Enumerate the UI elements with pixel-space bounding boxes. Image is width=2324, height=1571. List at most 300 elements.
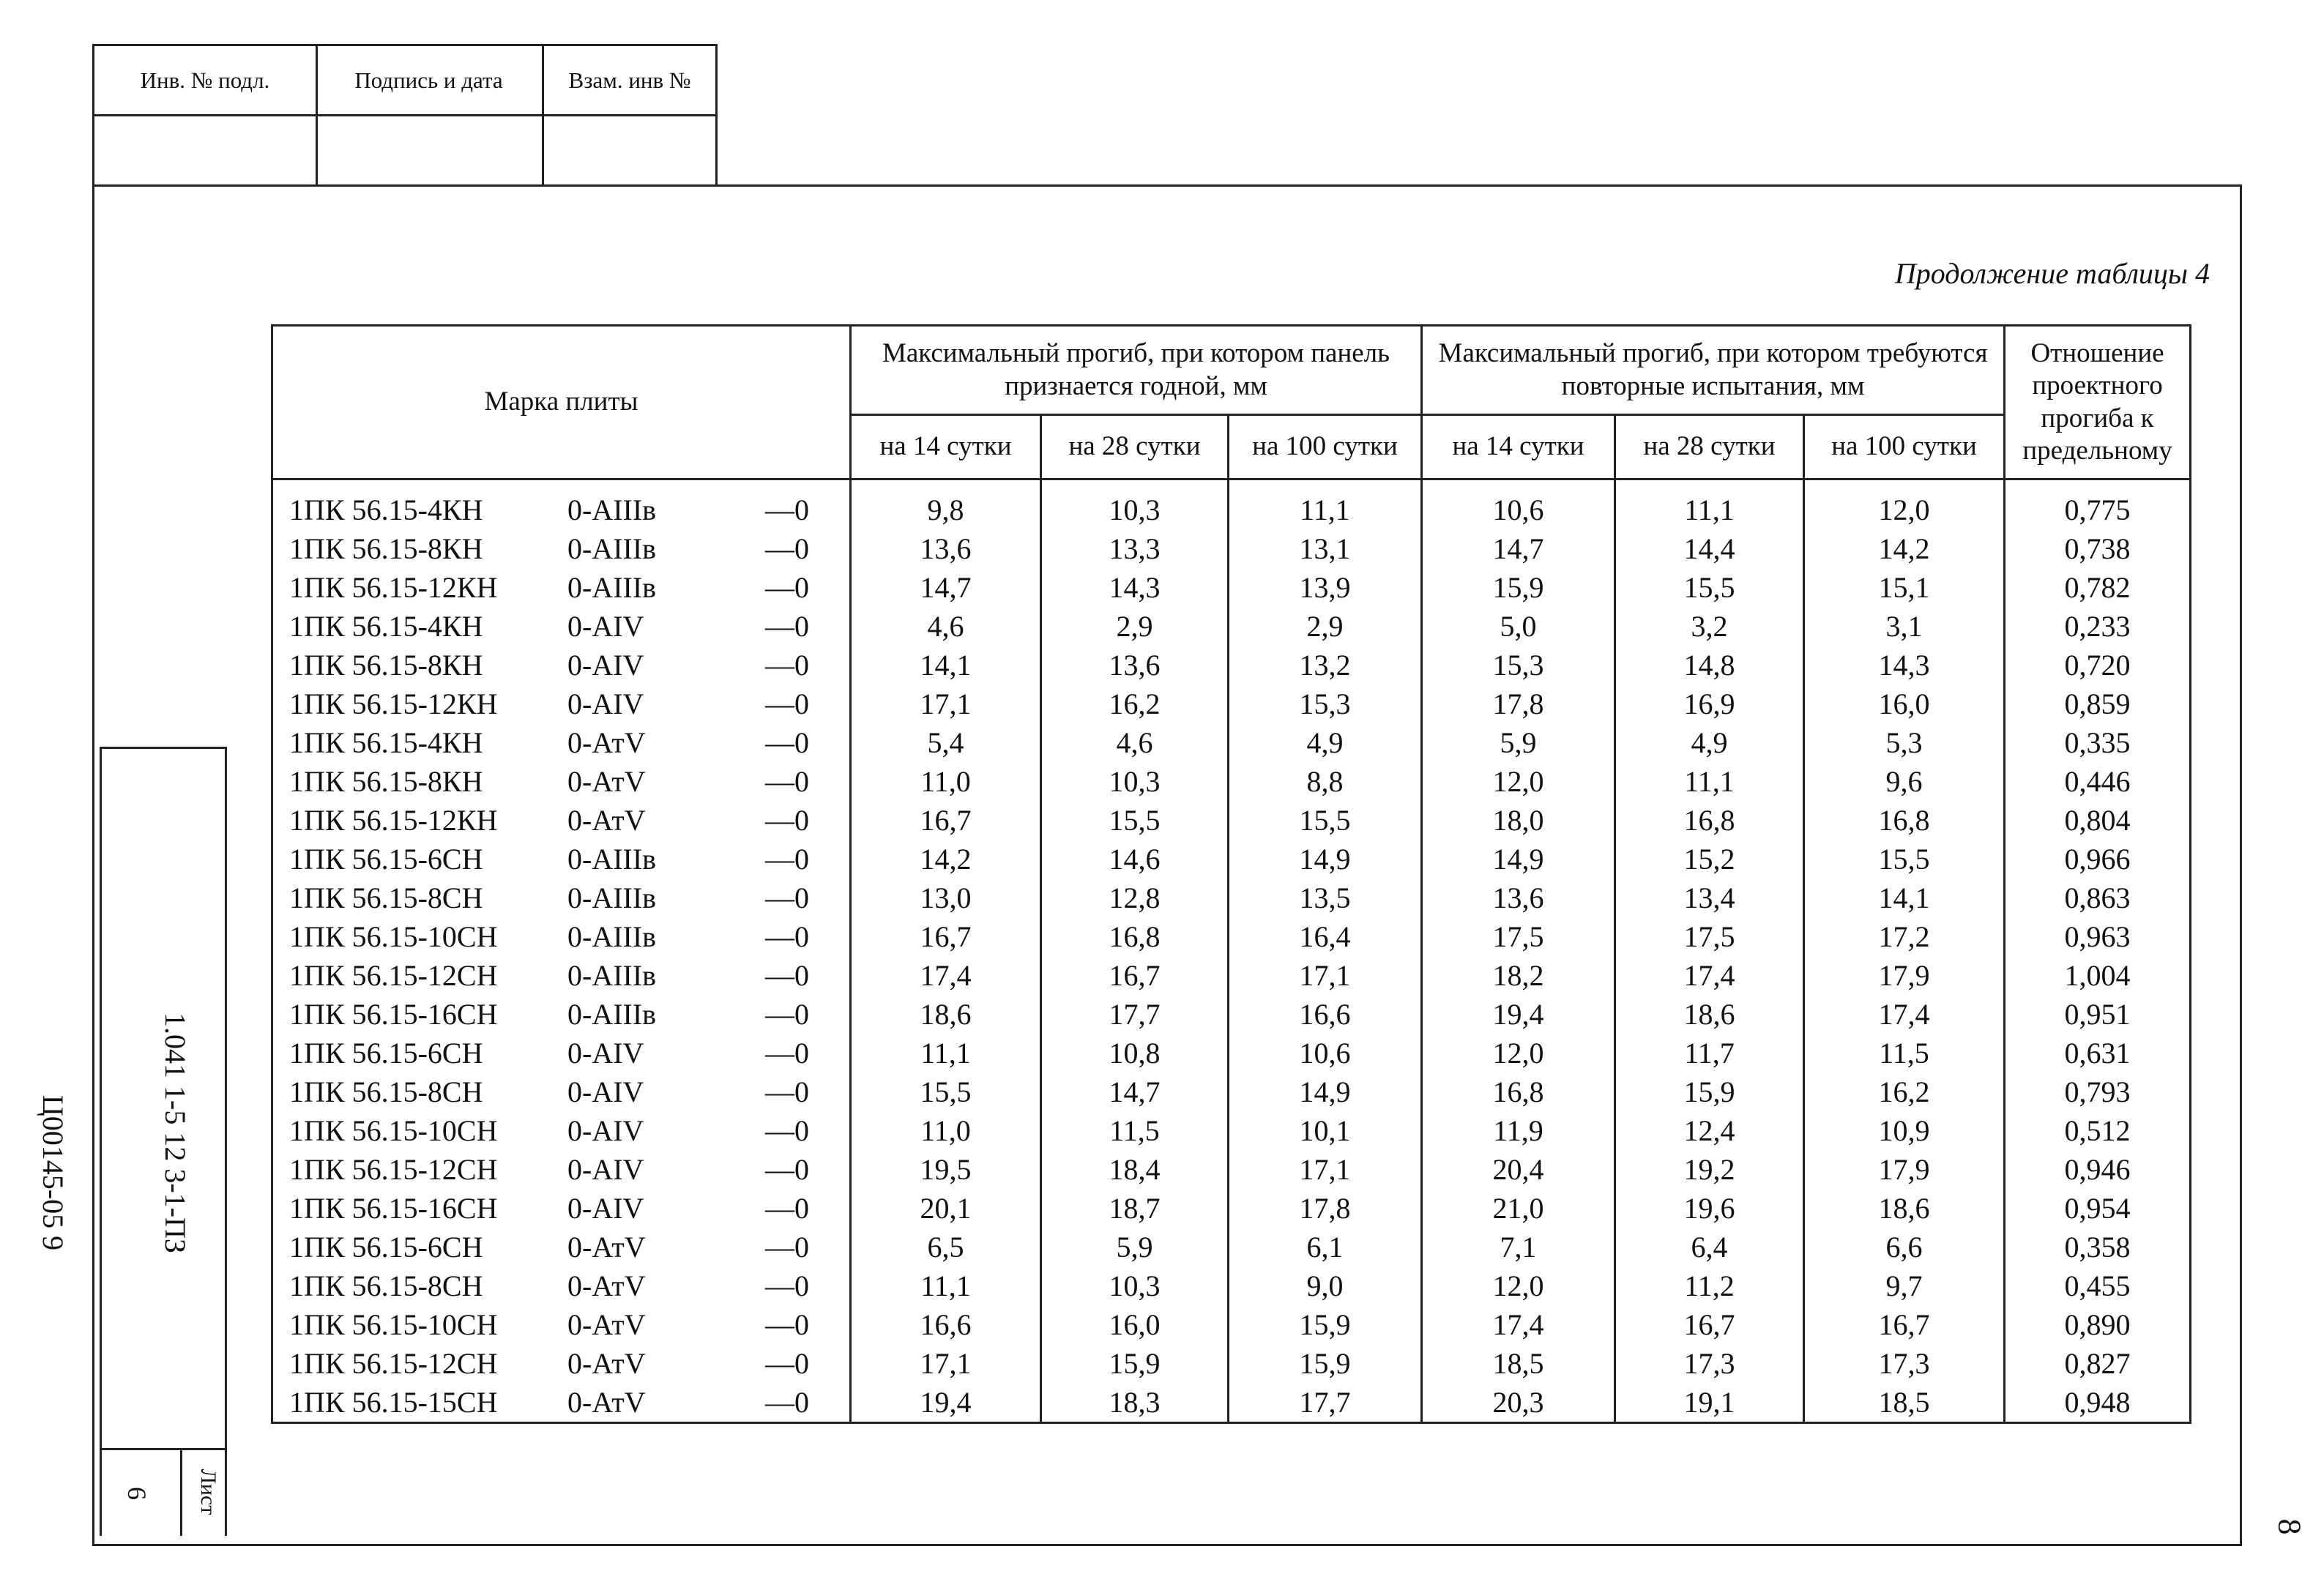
cell-a28: 10,3: [1041, 762, 1229, 801]
cell-r100: 16,0: [1804, 684, 2005, 723]
cell-mark: [272, 568, 851, 607]
cell-ratio: 0,631: [2005, 1034, 2191, 1072]
cell-r14: 17,8: [1422, 684, 1615, 723]
cell-a14: 16,7: [851, 917, 1041, 956]
col-header-accept-100: на 100 сутки: [1229, 415, 1422, 479]
cell-a100: 10,6: [1229, 1034, 1422, 1072]
steel-class: 0-АIV: [567, 1192, 644, 1225]
cell-a28: 10,3: [1041, 1266, 1229, 1305]
cell-a28: 15,5: [1041, 801, 1229, 840]
cell-a28: 14,3: [1041, 568, 1229, 607]
slab-mark: 1ПК 56.15-12КН: [289, 571, 498, 604]
steel-class: 0-АIIIв: [567, 571, 657, 604]
cell-mark: [272, 840, 851, 878]
cell-mark: [272, 1266, 851, 1305]
stamp-inv-cell: [94, 46, 318, 185]
cell-a100: 4,9: [1229, 723, 1422, 762]
cell-r100: 12,0: [1804, 479, 2005, 530]
side-sheet-label: Лист: [196, 1469, 220, 1515]
cell-mark: [272, 684, 851, 723]
steel-class: 0-АтV: [567, 1308, 646, 1341]
mark-suffix: —0: [765, 804, 809, 837]
cell-mark: [272, 1305, 851, 1344]
mark-suffix: —0: [765, 493, 809, 526]
slab-mark: 1ПК 56.15-16СН: [289, 998, 498, 1031]
steel-class: 0-АIV: [567, 687, 644, 720]
mark-suffix: —0: [765, 571, 809, 604]
side-sheet-number: 6: [122, 1487, 152, 1500]
cell-mark: [272, 995, 851, 1034]
cell-a14: 19,5: [851, 1150, 1041, 1189]
cell-a14: 16,6: [851, 1305, 1041, 1344]
steel-class: 0-АIIIв: [567, 843, 657, 876]
slab-mark: 1ПК 56.15-10СН: [289, 1114, 498, 1147]
mark-suffix: —0: [765, 998, 809, 1031]
table-row: [272, 1383, 2191, 1423]
steel-class: 0-АIV: [567, 1075, 644, 1108]
slab-mark: 1ПК 56.15-8КН: [289, 649, 483, 682]
cell-r100: 17,3: [1804, 1344, 2005, 1383]
slab-mark: 1ПК 56.15-16СН: [289, 1192, 498, 1225]
cell-r28: 13,4: [1615, 878, 1804, 917]
cell-a28: 10,3: [1041, 479, 1229, 530]
cell-a14: 4,6: [851, 607, 1041, 646]
cell-r14: 10,6: [1422, 479, 1615, 530]
cell-a28: 17,7: [1041, 995, 1229, 1034]
cell-mark: [272, 1228, 851, 1266]
cell-ratio: 0,948: [2005, 1383, 2191, 1423]
cell-ratio: 0,890: [2005, 1305, 2191, 1344]
cell-r28: 6,4: [1615, 1228, 1804, 1266]
side-sheet-separator: [180, 1448, 182, 1536]
slab-mark: 1ПК 56.15-12КН: [289, 687, 498, 720]
table-row: [272, 956, 2191, 995]
cell-r100: 9,6: [1804, 762, 2005, 801]
cell-a28: 14,7: [1041, 1072, 1229, 1111]
cell-r14: 14,9: [1422, 840, 1615, 878]
stamp-sign-label: Подпись и дата: [316, 46, 542, 116]
table-row: [272, 840, 2191, 878]
cell-a100: 9,0: [1229, 1266, 1422, 1305]
cell-r100: 15,5: [1804, 840, 2005, 878]
approval-stamp: [92, 44, 718, 184]
cell-ratio: 0,720: [2005, 646, 2191, 684]
cell-a14: 14,7: [851, 568, 1041, 607]
cell-ratio: 0,827: [2005, 1344, 2191, 1383]
table-row: [272, 1150, 2191, 1189]
stamp-zam-cell: [542, 46, 718, 185]
steel-class: 0-АIIIв: [567, 532, 657, 565]
cell-ratio: 0,859: [2005, 684, 2191, 723]
cell-r28: 4,9: [1615, 723, 1804, 762]
table-row: [272, 1072, 2191, 1111]
cell-r14: 5,9: [1422, 723, 1615, 762]
slab-mark: 1ПК 56.15-8КН: [289, 532, 483, 565]
cell-a100: 17,8: [1229, 1189, 1422, 1228]
table-row: [272, 995, 2191, 1034]
steel-class: 0-АтV: [567, 1347, 646, 1380]
slab-mark: 1ПК 56.15-10СН: [289, 1308, 498, 1341]
cell-r14: 15,9: [1422, 568, 1615, 607]
cell-r28: 16,7: [1615, 1305, 1804, 1344]
cell-r100: 5,3: [1804, 723, 2005, 762]
cell-a14: 9,8: [851, 479, 1041, 530]
cell-ratio: 0,455: [2005, 1266, 2191, 1305]
cell-r28: 14,8: [1615, 646, 1804, 684]
cell-a14: 16,7: [851, 801, 1041, 840]
cell-r14: 20,4: [1422, 1150, 1615, 1189]
cell-ratio: 0,951: [2005, 995, 2191, 1034]
mark-suffix: —0: [765, 1153, 809, 1186]
mark-suffix: —0: [765, 1308, 809, 1341]
cell-mark: [272, 878, 851, 917]
cell-r14: 20,3: [1422, 1383, 1615, 1423]
steel-class: 0-АIIIв: [567, 998, 657, 1031]
cell-r28: 14,4: [1615, 529, 1804, 568]
cell-a14: 17,4: [851, 956, 1041, 995]
cell-a28: 12,8: [1041, 878, 1229, 917]
cell-ratio: 0,963: [2005, 917, 2191, 956]
cell-ratio: 0,793: [2005, 1072, 2191, 1111]
cell-ratio: 0,233: [2005, 607, 2191, 646]
steel-class: 0-АтV: [567, 1269, 646, 1302]
col-header-mark: Марка плиты: [272, 326, 851, 479]
stamp-inv-label: Инв. № подл.: [94, 46, 316, 116]
table-row: [272, 1228, 2191, 1266]
cell-ratio: 0,946: [2005, 1150, 2191, 1189]
cell-r100: 14,2: [1804, 529, 2005, 568]
table-row: [272, 1305, 2191, 1344]
slab-mark: 1ПК 56.15-10СН: [289, 920, 498, 953]
cell-r28: 19,2: [1615, 1150, 1804, 1189]
cell-r100: 9,7: [1804, 1266, 2005, 1305]
slab-mark: 1ПК 56.15-6СН: [289, 843, 483, 876]
cell-a28: 13,6: [1041, 646, 1229, 684]
continuation-title: Продолжение таблицы 4: [1894, 257, 2210, 290]
table-row: [272, 529, 2191, 568]
cell-r14: 19,4: [1422, 995, 1615, 1034]
cell-ratio: 0,335: [2005, 723, 2191, 762]
cell-r100: 11,5: [1804, 1034, 2005, 1072]
mark-suffix: —0: [765, 610, 809, 643]
table-row: [272, 646, 2191, 684]
cell-a14: 13,6: [851, 529, 1041, 568]
cell-mark: [272, 956, 851, 995]
side-archive-code: Ц00145-05 9: [37, 1094, 70, 1251]
cell-mark: [272, 1383, 851, 1423]
cell-r28: 11,2: [1615, 1266, 1804, 1305]
cell-a14: 19,4: [851, 1383, 1041, 1423]
table-body: [272, 479, 2191, 1423]
cell-ratio: 0,512: [2005, 1111, 2191, 1150]
cell-a100: 13,2: [1229, 646, 1422, 684]
cell-a100: 13,5: [1229, 878, 1422, 917]
col-header-retest-28: на 28 сутки: [1615, 415, 1804, 479]
cell-r14: 12,0: [1422, 1034, 1615, 1072]
cell-r100: 10,9: [1804, 1111, 2005, 1150]
col-header-accept-28: на 28 сутки: [1041, 415, 1229, 479]
cell-mark: [272, 1344, 851, 1383]
slab-mark: 1ПК 56.15-4КН: [289, 493, 483, 526]
steel-class: 0-АIIIв: [567, 881, 657, 914]
cell-a14: 18,6: [851, 995, 1041, 1034]
cell-r28: 17,5: [1615, 917, 1804, 956]
mark-suffix: —0: [765, 1037, 809, 1070]
cell-a100: 15,9: [1229, 1344, 1422, 1383]
cell-r100: 14,3: [1804, 646, 2005, 684]
cell-mark: [272, 1111, 851, 1150]
col-header-retest-100: на 100 сутки: [1804, 415, 2005, 479]
cell-a100: 17,7: [1229, 1383, 1422, 1423]
cell-r28: 17,3: [1615, 1344, 1804, 1383]
cell-r28: 15,2: [1615, 840, 1804, 878]
table-row: [272, 917, 2191, 956]
col-group-retest: Максимальный прогиб, при котором требуются повторные испытания, мм: [1422, 326, 2005, 415]
cell-r14: 21,0: [1422, 1189, 1615, 1228]
slab-mark: 1ПК 56.15-12КН: [289, 804, 498, 837]
cell-a100: 15,9: [1229, 1305, 1422, 1344]
table-row: [272, 878, 2191, 917]
mark-suffix: —0: [765, 1347, 809, 1380]
cell-ratio: 0,804: [2005, 801, 2191, 840]
cell-a14: 11,1: [851, 1266, 1041, 1305]
cell-a28: 16,2: [1041, 684, 1229, 723]
cell-r28: 16,8: [1615, 801, 1804, 840]
cell-a100: 6,1: [1229, 1228, 1422, 1266]
cell-r100: 18,6: [1804, 1189, 2005, 1228]
cell-a28: 18,3: [1041, 1383, 1229, 1423]
mark-suffix: —0: [765, 959, 809, 992]
cell-mark: [272, 1072, 851, 1111]
cell-r14: 7,1: [1422, 1228, 1615, 1266]
mark-suffix: —0: [765, 1269, 809, 1302]
cell-a14: 14,1: [851, 646, 1041, 684]
mark-suffix: —0: [765, 881, 809, 914]
cell-mark: [272, 723, 851, 762]
side-strip-divider: [100, 1448, 227, 1450]
cell-a100: 13,1: [1229, 529, 1422, 568]
cell-a14: 20,1: [851, 1189, 1041, 1228]
table-row: [272, 762, 2191, 801]
cell-r28: 18,6: [1615, 995, 1804, 1034]
cell-a28: 18,7: [1041, 1189, 1229, 1228]
cell-a100: 16,4: [1229, 917, 1422, 956]
mark-suffix: —0: [765, 1386, 809, 1419]
cell-mark: [272, 762, 851, 801]
cell-r100: 18,5: [1804, 1383, 2005, 1423]
cell-a100: 2,9: [1229, 607, 1422, 646]
table-row: [272, 1189, 2191, 1228]
cell-a100: 11,1: [1229, 479, 1422, 530]
stamp-sign-cell: [316, 46, 544, 185]
cell-r100: 16,8: [1804, 801, 2005, 840]
mark-suffix: —0: [765, 920, 809, 953]
page-number: 8: [2271, 1518, 2308, 1535]
cell-a14: 13,0: [851, 878, 1041, 917]
slab-mark: 1ПК 56.15-12СН: [289, 959, 498, 992]
cell-mark: [272, 646, 851, 684]
steel-class: 0-АIV: [567, 1153, 644, 1186]
cell-r28: 11,7: [1615, 1034, 1804, 1072]
slab-mark: 1ПК 56.15-8КН: [289, 765, 483, 798]
cell-ratio: 0,782: [2005, 568, 2191, 607]
cell-r28: 19,6: [1615, 1189, 1804, 1228]
cell-r14: 14,7: [1422, 529, 1615, 568]
cell-ratio: 0,738: [2005, 529, 2191, 568]
mark-suffix: —0: [765, 1075, 809, 1108]
cell-a100: 15,3: [1229, 684, 1422, 723]
cell-mark: [272, 1034, 851, 1072]
slab-mark: 1ПК 56.15-4КН: [289, 726, 483, 759]
cell-r100: 3,1: [1804, 607, 2005, 646]
mark-suffix: —0: [765, 1192, 809, 1225]
table-row: [272, 801, 2191, 840]
cell-a14: 11,0: [851, 1111, 1041, 1150]
table-row: [272, 1344, 2191, 1383]
cell-a28: 2,9: [1041, 607, 1229, 646]
cell-r28: 3,2: [1615, 607, 1804, 646]
mark-suffix: —0: [765, 726, 809, 759]
cell-a28: 16,0: [1041, 1305, 1229, 1344]
slab-mark: 1ПК 56.15-15СН: [289, 1386, 498, 1419]
slab-mark: 1ПК 56.15-12СН: [289, 1153, 498, 1186]
cell-ratio: 0,863: [2005, 878, 2191, 917]
mark-suffix: —0: [765, 649, 809, 682]
steel-class: 0-АIIIв: [567, 920, 657, 953]
cell-r100: 17,9: [1804, 956, 2005, 995]
cell-ratio: 0,966: [2005, 840, 2191, 878]
cell-r28: 16,9: [1615, 684, 1804, 723]
cell-a14: 17,1: [851, 1344, 1041, 1383]
cell-r100: 6,6: [1804, 1228, 2005, 1266]
cell-a14: 11,1: [851, 1034, 1041, 1072]
cell-a28: 10,8: [1041, 1034, 1229, 1072]
cell-a28: 16,8: [1041, 917, 1229, 956]
cell-mark: [272, 479, 851, 530]
cell-r14: 18,5: [1422, 1344, 1615, 1383]
mark-suffix: —0: [765, 1114, 809, 1147]
cell-mark: [272, 607, 851, 646]
table-row: [272, 684, 2191, 723]
cell-a28: 15,9: [1041, 1344, 1229, 1383]
cell-r14: 5,0: [1422, 607, 1615, 646]
cell-a100: 15,5: [1229, 801, 1422, 840]
cell-r28: 12,4: [1615, 1111, 1804, 1150]
table-row: [272, 568, 2191, 607]
cell-mark: [272, 1189, 851, 1228]
slab-mark: 1ПК 56.15-4КН: [289, 610, 483, 643]
cell-a14: 6,5: [851, 1228, 1041, 1266]
cell-r14: 17,5: [1422, 917, 1615, 956]
deflection-table: [271, 324, 2191, 1424]
cell-r14: 15,3: [1422, 646, 1615, 684]
steel-class: 0-АIIIв: [567, 959, 657, 992]
cell-r100: 14,1: [1804, 878, 2005, 917]
table-row: [272, 723, 2191, 762]
cell-a14: 17,1: [851, 684, 1041, 723]
cell-mark: [272, 529, 851, 568]
steel-class: 0-АIV: [567, 1114, 644, 1147]
col-header-retest-14: на 14 сутки: [1422, 415, 1615, 479]
cell-r14: 11,9: [1422, 1111, 1615, 1150]
steel-class: 0-АIV: [567, 1037, 644, 1070]
cell-ratio: 0,446: [2005, 762, 2191, 801]
mark-suffix: —0: [765, 687, 809, 720]
cell-ratio: 0,954: [2005, 1189, 2191, 1228]
mark-suffix: —0: [765, 532, 809, 565]
col-header-ratio: Отношение проектного прогиба к предельному: [2005, 326, 2191, 479]
cell-r100: 17,4: [1804, 995, 2005, 1034]
cell-a14: 11,0: [851, 762, 1041, 801]
cell-mark: [272, 917, 851, 956]
steel-class: 0-АтV: [567, 726, 646, 759]
table-row: [272, 1266, 2191, 1305]
cell-a100: 8,8: [1229, 762, 1422, 801]
slab-mark: 1ПК 56.15-12СН: [289, 1347, 498, 1380]
cell-r28: 19,1: [1615, 1383, 1804, 1423]
cell-a28: 5,9: [1041, 1228, 1229, 1266]
cell-r14: 12,0: [1422, 762, 1615, 801]
cell-r100: 16,2: [1804, 1072, 2005, 1111]
cell-r28: 11,1: [1615, 479, 1804, 530]
table-row: [272, 1034, 2191, 1072]
mark-suffix: —0: [765, 1231, 809, 1264]
cell-a100: 14,9: [1229, 840, 1422, 878]
cell-a28: 16,7: [1041, 956, 1229, 995]
cell-r14: 18,2: [1422, 956, 1615, 995]
cell-r28: 15,9: [1615, 1072, 1804, 1111]
cell-a28: 4,6: [1041, 723, 1229, 762]
steel-class: 0-АтV: [567, 804, 646, 837]
table-row: [272, 1111, 2191, 1150]
steel-class: 0-АIIIв: [567, 493, 657, 526]
steel-class: 0-АтV: [567, 1231, 646, 1264]
table-row: [272, 479, 2191, 530]
cell-mark: [272, 801, 851, 840]
cell-r14: 12,0: [1422, 1266, 1615, 1305]
cell-r28: 15,5: [1615, 568, 1804, 607]
cell-r14: 18,0: [1422, 801, 1615, 840]
cell-mark: [272, 1150, 851, 1189]
steel-class: 0-АIV: [567, 610, 644, 643]
cell-a100: 17,1: [1229, 1150, 1422, 1189]
cell-ratio: 1,004: [2005, 956, 2191, 995]
cell-a28: 18,4: [1041, 1150, 1229, 1189]
cell-a100: 10,1: [1229, 1111, 1422, 1150]
cell-a100: 17,1: [1229, 956, 1422, 995]
steel-class: 0-АIV: [567, 649, 644, 682]
cell-r28: 17,4: [1615, 956, 1804, 995]
cell-r100: 17,2: [1804, 917, 2005, 956]
cell-r14: 17,4: [1422, 1305, 1615, 1344]
cell-a28: 14,6: [1041, 840, 1229, 878]
table-row: [272, 607, 2191, 646]
cell-a14: 5,4: [851, 723, 1041, 762]
stamp-zam-label: Взам. инв №: [542, 46, 718, 116]
cell-a14: 14,2: [851, 840, 1041, 878]
cell-a28: 11,5: [1041, 1111, 1229, 1150]
slab-mark: 1ПК 56.15-6СН: [289, 1231, 483, 1264]
cell-a28: 13,3: [1041, 529, 1229, 568]
col-header-accept-14: на 14 сутки: [851, 415, 1041, 479]
cell-ratio: 0,775: [2005, 479, 2191, 530]
steel-class: 0-АтV: [567, 765, 646, 798]
slab-mark: 1ПК 56.15-8СН: [289, 1269, 483, 1302]
cell-r100: 15,1: [1804, 568, 2005, 607]
slab-mark: 1ПК 56.15-6СН: [289, 1037, 483, 1070]
steel-class: 0-АтV: [567, 1386, 646, 1419]
side-doc-code: 1.041 1-5 12 3-1-ПЗ: [159, 1012, 192, 1253]
